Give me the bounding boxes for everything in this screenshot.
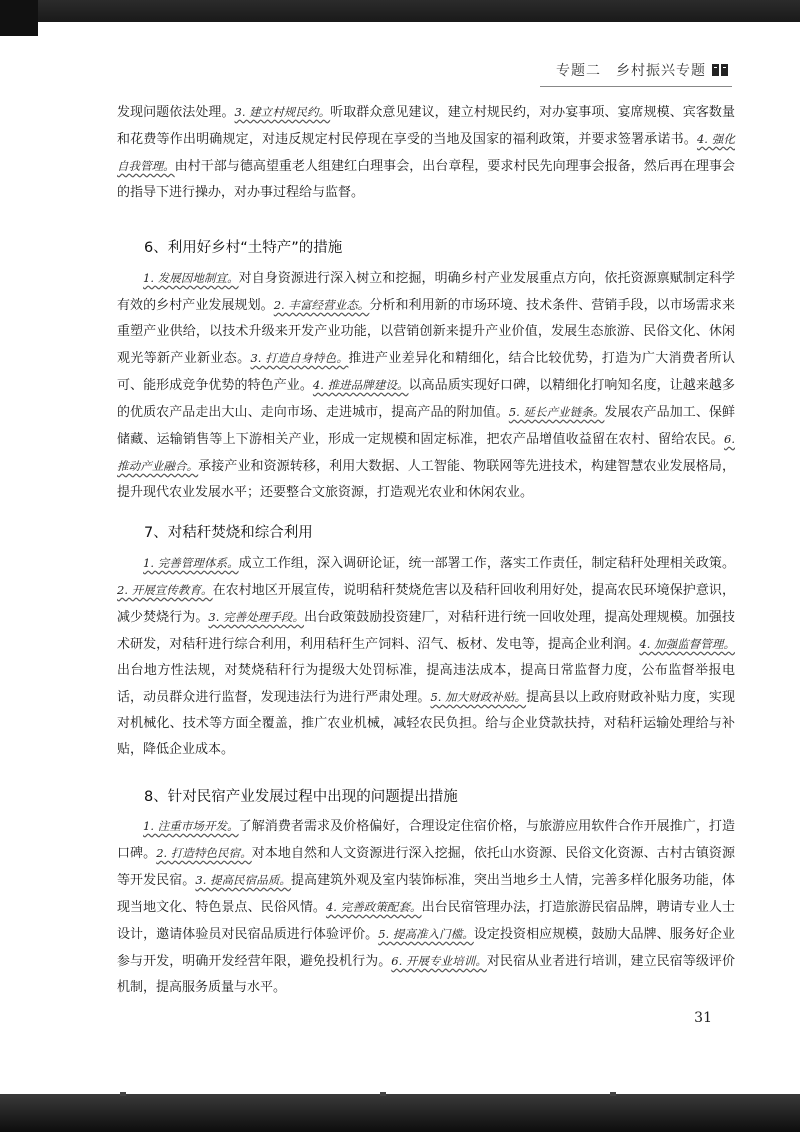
book-icon: [712, 63, 728, 77]
keyword: 5. 延长产业链条。: [508, 405, 605, 419]
scan-speck: [610, 1092, 616, 1096]
scan-speck: [120, 1092, 126, 1096]
keyword: 4. 推进品牌建设。: [312, 378, 409, 392]
scan-corner: [0, 0, 38, 36]
section-heading: 7、对秸秆焚烧和综合利用: [144, 525, 313, 541]
page-number: 31: [694, 1010, 712, 1026]
header-title: 专题二 乡村振兴专题: [556, 63, 706, 79]
keyword: 1. 发展因地制宜。: [143, 271, 239, 285]
keyword: 3. 完善处理手段。: [208, 610, 305, 624]
section-paragraph: 1. 完善管理体系。成立工作组，深入调研论证，统一部署工作，落实工作责任，制定秸秆处理相关政策。2. 开展宣传教育。在农村地区开展宣传，说明秸秆焚烧危害以及秸秆回收利用好处，提高农民环境保护意识，减少焚烧行为。3. 完善处理手段。出台政策鼓励投资建厂，对秸秆进行统一回收处理，提高处理规模。加强技术研发，对秸秆进行综合利用，利用秸秆生产饲料、沼气、板材、发电等，提高企业利润。4. 加强监督管理。出台地方性法规，对焚烧秸秆行为提级大处罚标准，提高违法成本，提高日常监督力度，公布监督举报电话，动员群众进行监督，发现违法行为进行严肃处理。5. 加大财政补贴。提高县以上政府财政补贴力度，实现对机械化、技术等方面全覆盖，推广农业机械，减轻农民负担。给与企业贷款扶持，对秸秆运输处理给与补贴，降低企业成本。: [117, 556, 735, 757]
keyword: 4. 加强监督管理。: [639, 637, 735, 651]
section-paragraph: 1. 发展因地制宜。对自身资源进行深入树立和挖掘，明确乡村产业发展重点方向，依托资源禀赋制定科学有效的乡村产业发展规划。2. 丰富经营业态。分析和利用新的市场环境、技术条件、营销手段，以市场需求来重塑产业供给，以技术升级来开发产业功能，以营销创新来提升产业价值，发展生态旅游、民俗文化、休闲观光等新产业新业态。3. 打造自身特色。推进产业差异化和精细化，结合比较优势，打造为广大消费者所认可、能形成竞争优势的特色产业。4. 推进品牌建设。以高品质实现好口碑，以精细化打响知名度，让越来越多的优质农产品走出大山、走向市场、走进城市，提高产品的附加值。5. 延长产业链条。发展农产品加工、保鲜储藏、运输销售等上下游相关产业，形成一定规模和固定标准，把农产品增值收益留在农村、留给农民。6. 推动产业融合。承接产业和资源转移，利用大数据、人工智能、物联网等先进技术，构建智慧农业发展格局，提升现代农业发展水平；还要整合文旅资源，打造观光农业和休闲农业。: [117, 271, 735, 500]
keyword: 3. 打造自身特色。: [250, 351, 349, 365]
scan-edge-bottom: [0, 1094, 800, 1132]
keyword: 5. 加大财政补贴。: [430, 690, 527, 704]
keyword: 1. 完善管理体系。: [143, 556, 239, 570]
keyword: 6. 推动产业融合。: [117, 432, 735, 473]
scan-speck: [380, 1092, 386, 1096]
keyword: 4. 强化自我管理。: [117, 132, 735, 173]
keyword: 1. 注重市场开发。: [143, 819, 239, 833]
keyword: 5. 提高准入门槛。: [378, 927, 474, 941]
keyword: 2. 开展宣传教育。: [117, 583, 213, 597]
section-heading: 6、利用好乡村“土特产”的措施: [144, 240, 343, 256]
section-paragraph: 1. 注重市场开发。了解消费者需求及价格偏好，合理设定住宿价格，与旅游应用软件合作开展推广，打造口碑。2. 打造特色民宿。对本地自然和人文资源进行深入挖掘，依托山水资源、民俗文化资源、古村古镇资源等开发民宿。3. 提高民宿品质。提高建筑外观及室内装饰标准，突出当地乡土人情，完善多样化服务功能，体现当地文化、特色景点、民俗风情。4. 完善政策配套。出台民宿管理办法，打造旅游民宿品牌，聘请专业人士设计，邀请体验员对民宿品质进行体验评价。5. 提高准入门槛。设定投资相应规模，鼓励大品牌、服务好企业参与开发，明确开发经营年限，避免投机行为。6. 开展专业培训。对民宿从业者进行培训，建立民宿等级评价机制，提高服务质量与水平。: [117, 819, 735, 995]
intro-paragraph: 发现问题依法处理。3. 建立村规民约。听取群众意见建议，建立村规民约，对办宴事项、宴席规模、宾客数量和花费等作出明确规定，对违反规定村民停现在享受的当地及国家的福利政策，并要求签署承诺书。4. 强化自我管理。由村干部与德高望重老人组建红白理事会，出台章程，要求村民先向理事会报备，然后再在理事会的指导下进行操办，对办事过程给与监督。: [117, 105, 735, 200]
keyword: 6. 开展专业培训。: [391, 954, 487, 968]
scan-edge-top: [0, 0, 800, 22]
keyword: 4. 完善政策配套。: [325, 900, 422, 914]
keyword: 3. 提高民宿品质。: [195, 873, 291, 887]
keyword: 2. 打造特色民宿。: [156, 846, 252, 860]
section-heading: 8、针对民宿产业发展过程中出现的问题提出措施: [144, 789, 458, 805]
page-header: [556, 60, 728, 80]
header-rule: [540, 86, 732, 87]
keyword: 2. 丰富经营业态。: [273, 298, 370, 312]
keyword: 3. 建立村规民约。: [234, 105, 331, 119]
